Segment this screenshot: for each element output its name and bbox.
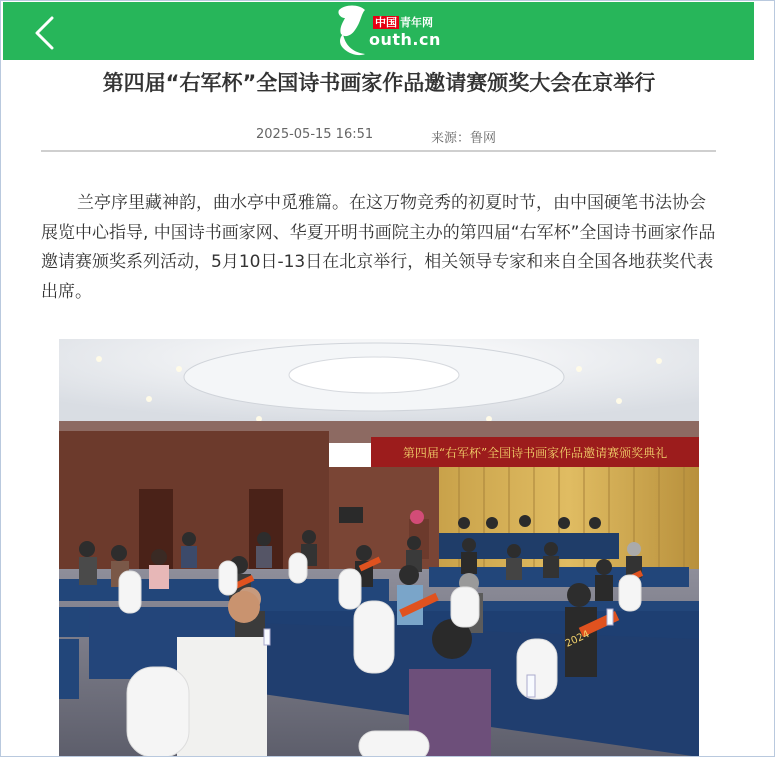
article-source: 来源：鲁网 (431, 131, 497, 146)
logo-cn-label: 青年网 (400, 16, 433, 29)
event-banner-text: 第四届“右军杯”全国诗书画家作品邀请赛颁奖典礼 (402, 446, 668, 460)
back-button[interactable] (31, 16, 61, 50)
article-photo[interactable] (59, 339, 699, 757)
article-meta (41, 125, 717, 149)
article-paragraph: 兰亭序里藏神韵，曲水亭中觅雅篇。在这万物竞秀的初夏时节，由中国硬笔书法协会展览中心指导, 中国诗书画家网、华夏开明书画院主办的第四届“右军杯”全国诗书画家作品邀请赛颁奖系列活动，5月10日-13日在北京举行，相关领导专家和来自全国各地获奖代表出席。 (41, 193, 716, 302)
logo-english-text: outh.cn (369, 30, 441, 49)
chevron-left-icon (31, 16, 61, 50)
article-title: 第四届“右军杯”全国诗书画家作品邀请赛颁奖大会在京举行 (102, 71, 656, 95)
title-divider (41, 150, 716, 152)
ceremony-photo-illustration (59, 339, 699, 757)
logo-chinese-text (373, 14, 433, 30)
site-logo[interactable] (331, 4, 441, 58)
sash-label: 2024 (563, 628, 592, 650)
logo-china-mark: 中国 (375, 16, 397, 29)
publish-date: 2025-05-15 16:51 (256, 127, 374, 142)
top-header-bar (3, 2, 754, 60)
